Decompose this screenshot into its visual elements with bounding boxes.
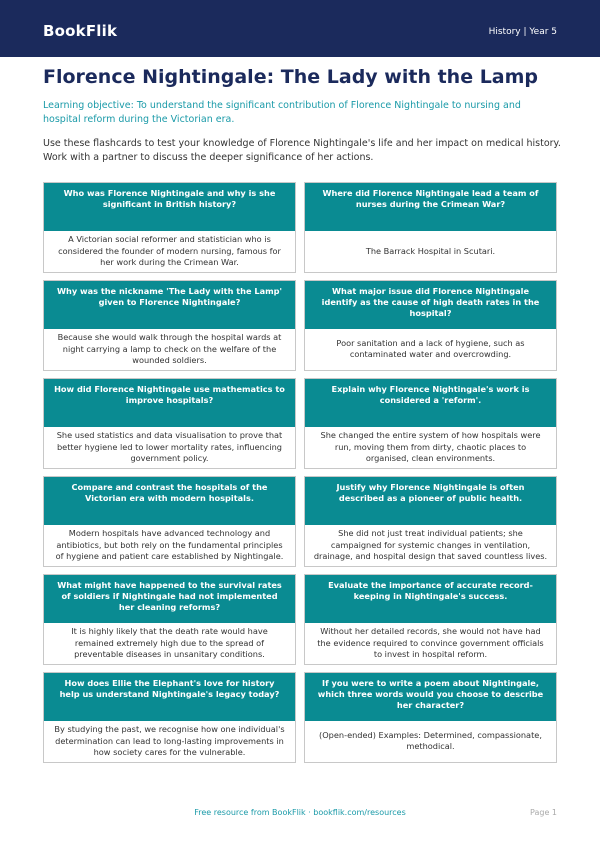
flashcard — [43, 476, 296, 567]
flashcard-question: Compare and contrast the hospitals of the Victorian era with modern hospitals. — [44, 477, 295, 525]
flashcard-question: Why was the nickname 'The Lady with the Lamp' given to Florence Nightingale? — [44, 281, 295, 329]
flashcard — [43, 672, 296, 763]
page-title: Florence Nightingale: The Lady with the Lamp — [43, 66, 539, 88]
footer-link[interactable]: Free resource from BookFlik · bookflik.com/resources — [194, 808, 406, 817]
flashcard-answer: Poor sanitation and a lack of hygiene, such as contaminated water and overcrowding. — [336, 337, 525, 360]
flashcard-question: Where did Florence Nightingale lead a team of nurses during the Crimean War? — [305, 183, 556, 231]
flashcard-question: If you were to write a poem about Nightingale, which three words would you choose to describe her character? — [305, 673, 556, 721]
flashcard-grid — [43, 182, 557, 763]
learning-objective: Learning objective: To understand the significant contribution of Florence Nightingale to nursing and hospital reform during the Victorian era. — [43, 100, 521, 125]
flashcard-answer: Modern hospitals have advanced technology and antibiotics, but both rely on the fundamental principles of hygiene and patient care established by Nightingale. — [55, 528, 284, 561]
flashcard-answer: She used statistics and data visualisation to prove that better hygiene led to lower mortality rates, influencing government policy. — [56, 430, 283, 463]
flashcard — [43, 280, 296, 371]
intro-text: Use these flashcards to test your knowledge of Florence Nightingale's life and her impact on medical history. Work with a partner to discuss the deeper significance of her actions. — [43, 138, 561, 163]
flashcard-question: What might have happened to the survival rates of soldiers if Nightingale had not implemented her cleaning reforms? — [44, 575, 295, 623]
flashcard-question: Evaluate the importance of accurate record-keeping in Nightingale's success. — [305, 575, 556, 623]
flashcard-answer: Because she would walk through the hospital wards at night carrying a lamp to check on the welfare of the wounded soldiers. — [57, 332, 282, 365]
flashcard — [43, 182, 296, 273]
flashcard-question: Explain why Florence Nightingale's work is considered a 'reform'. — [305, 379, 556, 427]
flashcard-question: What major issue did Florence Nightingale identify as the cause of high death rates in the hospital? — [305, 281, 556, 329]
flashcard — [43, 378, 296, 469]
flashcard-answer: A Victorian social reformer and statistician who is considered the founder of modern nursing, famous for her work during the Crimean War. — [58, 234, 281, 267]
flashcard-question: How does Ellie the Elephant's love for history help us understand Nightingale's legacy today? — [44, 673, 295, 721]
flashcard-question: Who was Florence Nightingale and why is she significant in British history? — [44, 183, 295, 231]
flashcard-answer: By studying the past, we recognise how one individual's determination can lead to long-lasting improvements in how society cares for the vulnerable. — [54, 724, 285, 757]
flashcard — [304, 280, 557, 371]
brand-logo[interactable]: BookFlik — [43, 22, 118, 40]
flashcard-answer: (Open-ended) Examples: Determined, compassionate, methodical. — [319, 729, 542, 752]
flashcard — [304, 672, 557, 763]
flashcard-question: Justify why Florence Nightingale is often described as a pioneer of public health. — [305, 477, 556, 525]
breadcrumb: History | Year 5 — [488, 27, 557, 37]
flashcard-answer: Without her detailed records, she would not have had the evidence required to convince government officials to invest in hospital reform. — [317, 626, 544, 659]
page-header — [0, 0, 600, 57]
flashcard-answer: She did not just treat individual patients; she campaigned for systemic changes in ventilation, drainage, and hospital design that saved countless lives. — [313, 528, 548, 561]
flashcard-answer: The Barrack Hospital in Scutari. — [365, 245, 496, 256]
flashcard — [304, 182, 557, 273]
flashcard-question: How did Florence Nightingale use mathematics to improve hospitals? — [44, 379, 295, 427]
flashcard-answer: She changed the entire system of how hospitals were run, moving them from dirty, chaotic places to organised, clean environments. — [320, 430, 541, 463]
flashcard — [43, 574, 296, 665]
flashcard — [304, 476, 557, 567]
page-number: Page 1 — [530, 808, 557, 817]
flashcard — [304, 378, 557, 469]
flashcard-answer: It is highly likely that the death rate would have remained extremely high due to the spread of preventable diseases in unsanitary conditions. — [71, 626, 268, 659]
flashcard — [304, 574, 557, 665]
